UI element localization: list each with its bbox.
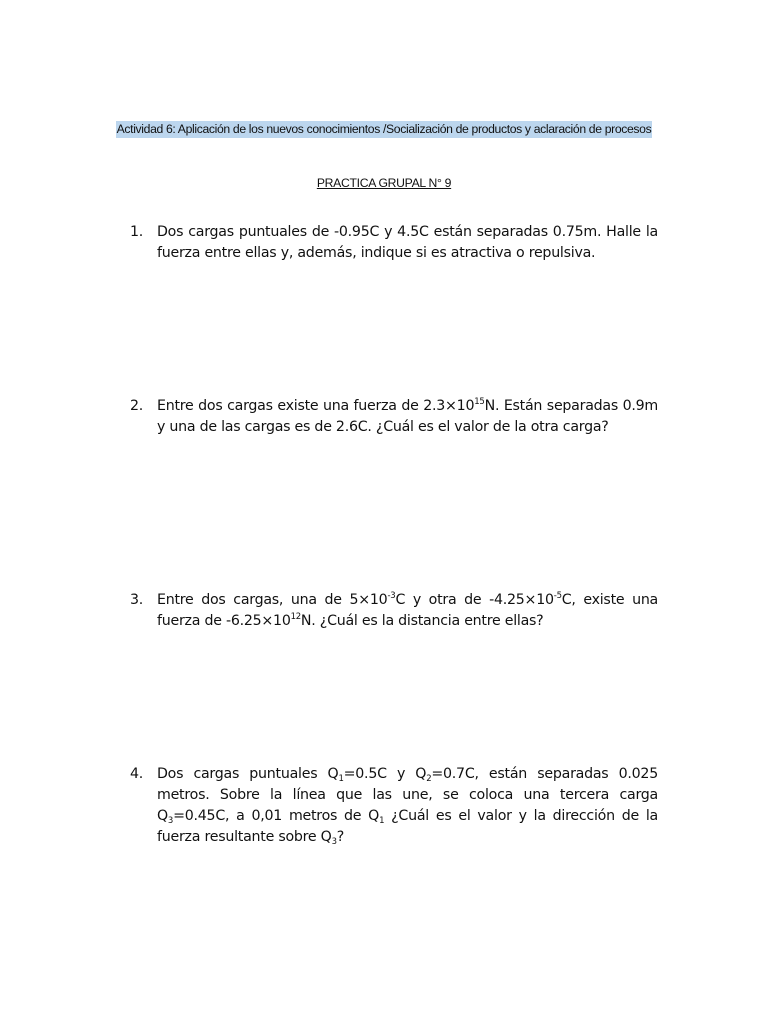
question-text-part: =0.5C y Q	[343, 766, 427, 782]
page-title: PRACTICA GRUPAL N° 9	[316, 176, 452, 190]
question-number: 1.	[130, 224, 144, 240]
question-text-part: N. ¿Cuál es la distancia entre ellas?	[300, 613, 544, 629]
question-text-part: N. Están separadas 0.9m y una de las cargas es de 2.6C. ¿Cuál es el valor de la otra carga?	[157, 398, 658, 435]
exponent: -5	[553, 591, 562, 601]
question-4	[128, 764, 658, 848]
subscript: 1	[379, 816, 385, 826]
subscript: 3	[167, 816, 174, 826]
question-3	[128, 590, 658, 632]
exponent: 15	[474, 397, 485, 407]
question-text	[157, 396, 658, 438]
subscript: 2	[426, 774, 432, 784]
question-text-part: Entre dos cargas existe una fuerza de 2.3×10	[157, 398, 475, 414]
question-text-part: ?	[336, 829, 345, 845]
question-text-part: Dos cargas puntuales de -0.95C y 4.5C están separadas 0.75m. Halle la fuerza entre ellas y, además, indique si es atractiva o repulsiva.	[157, 224, 658, 261]
exponent: 12	[290, 612, 301, 622]
question-number: 4.	[130, 766, 144, 782]
question-text-part: =0.7C, están separadas 0.025 metros. Sobre la línea que las une, se coloca una tercera carga Q	[157, 766, 658, 824]
question-text	[157, 222, 658, 264]
subscript: 1	[338, 774, 344, 784]
question-text-part: C y otra de -4.25×10	[395, 592, 554, 608]
question-text-part: =0.45C, a 0,01 metros de Q	[173, 808, 380, 824]
exponent: -3	[387, 591, 396, 601]
activity-heading	[0, 122, 768, 137]
question-number: 2.	[130, 398, 144, 414]
question-text	[157, 764, 658, 848]
question-text-part: Dos cargas puntuales Q	[157, 766, 339, 782]
question-text-part: Entre dos cargas, una de 5×10	[157, 592, 388, 608]
question-text-part: ¿Cuál es el valor y la dirección de la fuerza resultante sobre Q	[157, 808, 658, 845]
question-1	[128, 222, 658, 264]
question-2	[128, 396, 658, 438]
question-number: 3.	[130, 592, 144, 608]
subscript: 3	[331, 837, 337, 847]
activity-heading-text: Actividad 6: Aplicación de los nuevos conocimientos /Socialización de productos y aclaración de procesos	[116, 122, 652, 136]
question-text-part: C, existe una fuerza de -6.25×10	[157, 592, 658, 629]
question-text	[157, 590, 658, 632]
